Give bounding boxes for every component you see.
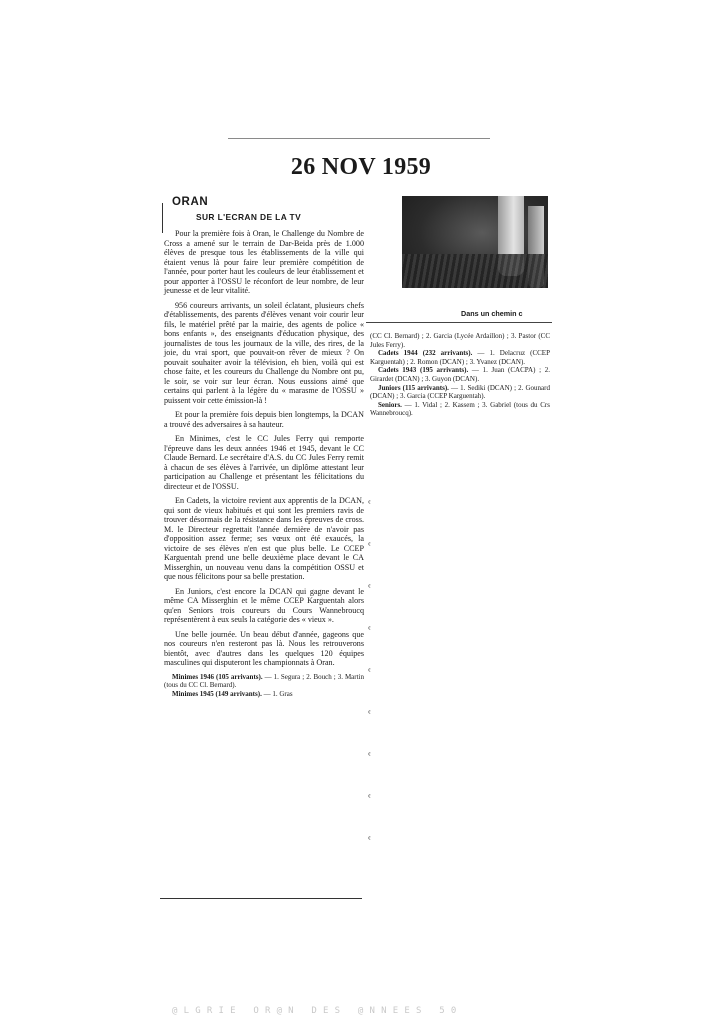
result-label: Cadets 1943 (195 arrivants).: [378, 366, 469, 375]
results-list-left: [164, 673, 364, 699]
result-text: — 1. Delacruz (CCEP Karguentah) ; 2. Romon (DCAN) ; 3. Yvanez (DCAN).: [370, 349, 550, 366]
result-entry: [370, 401, 550, 418]
column-edge-marks: [368, 500, 374, 878]
result-text: (CC Cl. Bernard) ; 2. Garcia (Lycée Ardaillon) ; 3. Pastor (CC Jules Ferry).: [370, 332, 550, 349]
result-entry: [370, 332, 550, 349]
article-paragraph: En Minimes, c'est le CC Jules Ferry qui remporte l'épreuve dans les deux années 1946 et 1945, devant le CC Claude Bernard. Le secrétaire d'A.S. du CC Jules Ferry remit à chacun de ses élèves à l'arrivée, un diplôme attestant leur participation au Challenge et présentant les félicitations du directeur et de l'OSSU.: [164, 434, 364, 491]
article-paragraph: 956 coureurs arrivants, un soleil éclatant, plusieurs chefs d'établissements, des parents d'élèves venant voir courir leur fils, le matériel prêté par la mairie, des agents de police « bons enfants », des enseignants d'éducation physique, des journalistes de tous les journaux de la ville, des rires, de la joie, du vrai sport, que pouvait-on rêver de mieux ? On pouvait souhaiter avoir la télévision, eh bien, voilà qui est chose faite, et les coureurs du Challenge du Nombre ont pu, le soir, se voir sur leur écran. Nous eussions aimé que certains qui parlent à la légère du « marasme de l'OSSU » puissent voir cette émission-là !: [164, 300, 364, 405]
footer-rule: [160, 898, 362, 899]
result-entry: [370, 349, 550, 366]
result-text: — 1. Gras: [261, 689, 293, 698]
result-entry: [164, 673, 364, 690]
result-label: Cadets 1944 (232 arrivants).: [378, 349, 473, 358]
article-paragraph: Une belle journée. Un beau début d'année, gageons que nos coureurs n'en resteront pas là. Nous les retrouverons bientôt, avec d'autres dans les quelques 120 équipes masculines qui disputeront les championnats à Oran.: [164, 629, 364, 667]
result-text: — 1. Segura ; 2. Bouch ; 3. Martin (tous du CC Cl. Bernard).: [164, 672, 364, 690]
edge-mark: ¢: [368, 710, 371, 716]
runner-photo: [402, 196, 548, 288]
result-label: Seniors.: [378, 400, 402, 409]
result-entry: [370, 384, 550, 401]
section-marker-line: [162, 203, 163, 233]
article-headline: SUR L'ECRAN DE LA TV: [196, 212, 302, 222]
caption-rule: [366, 322, 552, 323]
header-rule: [228, 138, 490, 139]
result-text: — 1. Sediki (DCAN) ; 2. Gounard (DCAN) ; 3. Garcia (CCEP Karguentah).: [370, 383, 550, 401]
result-label: Juniors (115 arrivants).: [378, 383, 449, 392]
result-entry: [164, 690, 364, 699]
site-watermark: @LGRIE OR@N DES @NNEES 50: [172, 1006, 463, 1016]
edge-mark: ¢: [368, 626, 371, 632]
section-title: ORAN: [172, 196, 209, 208]
edge-mark: ¢: [368, 836, 371, 842]
result-entry: [370, 366, 550, 383]
result-text: — 1. Vidal ; 2. Kassem ; 3. Gabriel (tous du Crs Wannebroucq).: [370, 400, 550, 418]
results-list-right: [370, 332, 550, 418]
photo-ground: [402, 254, 548, 288]
article-paragraph: Pour la première fois à Oran, le Challenge du Nombre de Cross a amené sur le terrain de Dar-Beida près de 1.000 élèves de presque tous les établissements de la ville qui étaient venus là pour faire leur première compétition de l'année, pour porter haut les couleurs de leur établissement et pour apporter à l'OSSU le réconfort de leur nombre, de leur jeunesse et de leur vitalité.: [164, 229, 364, 295]
edge-mark: ¢: [368, 752, 371, 758]
result-label: Minimes 1946 (105 arrivants).: [172, 672, 263, 681]
edge-mark: ¢: [368, 542, 371, 548]
result-text: — 1. Juan (CACPA) ; 2. Girardet (DCAN) ; 3. Guyon (DCAN).: [370, 366, 550, 383]
article-paragraph: Et pour la première fois depuis bien longtemps, la DCAN a trouvé des adversaires à sa hauteur.: [164, 410, 364, 429]
edge-mark: ¢: [368, 794, 371, 800]
edge-mark: ¢: [368, 500, 371, 506]
clipping-date: 26 NOV 1959: [290, 154, 432, 180]
article-column: [164, 196, 364, 698]
edge-mark: ¢: [368, 584, 371, 590]
article-paragraph: En Cadets, la victoire revient aux apprentis de la DCAN, qui sont de vieux habitués et qui sont les premiers ravis de trouver désormais de la résistance dans les épreuves de cross. M. le Directeur regrettait l'année dernière de n'avoir pas d'opposition assez ferme; ses vœux ont été exaucés, la victoire de ses élèves n'en est que plus belle. Le CCEP Karguentah prend une belle deuxième place devant le CA Misserghin, un nouveau venu dans la compétition OSSU et que nous félicitons pour sa belle prestation.: [164, 496, 364, 581]
edge-mark: ¢: [368, 668, 371, 674]
result-label: Minimes 1945 (149 arrivants).: [172, 689, 262, 698]
article-paragraph: En Juniors, c'est encore la DCAN qui gagne devant le même CA Misserghin et le même CCEP Karguentah alors qu'en Seniors trois coureurs du Cours Wannebroucq représentèrent à eux seuls la catégorie des « vieux ».: [164, 586, 364, 624]
photo-caption: Dans un chemin c: [461, 309, 523, 318]
